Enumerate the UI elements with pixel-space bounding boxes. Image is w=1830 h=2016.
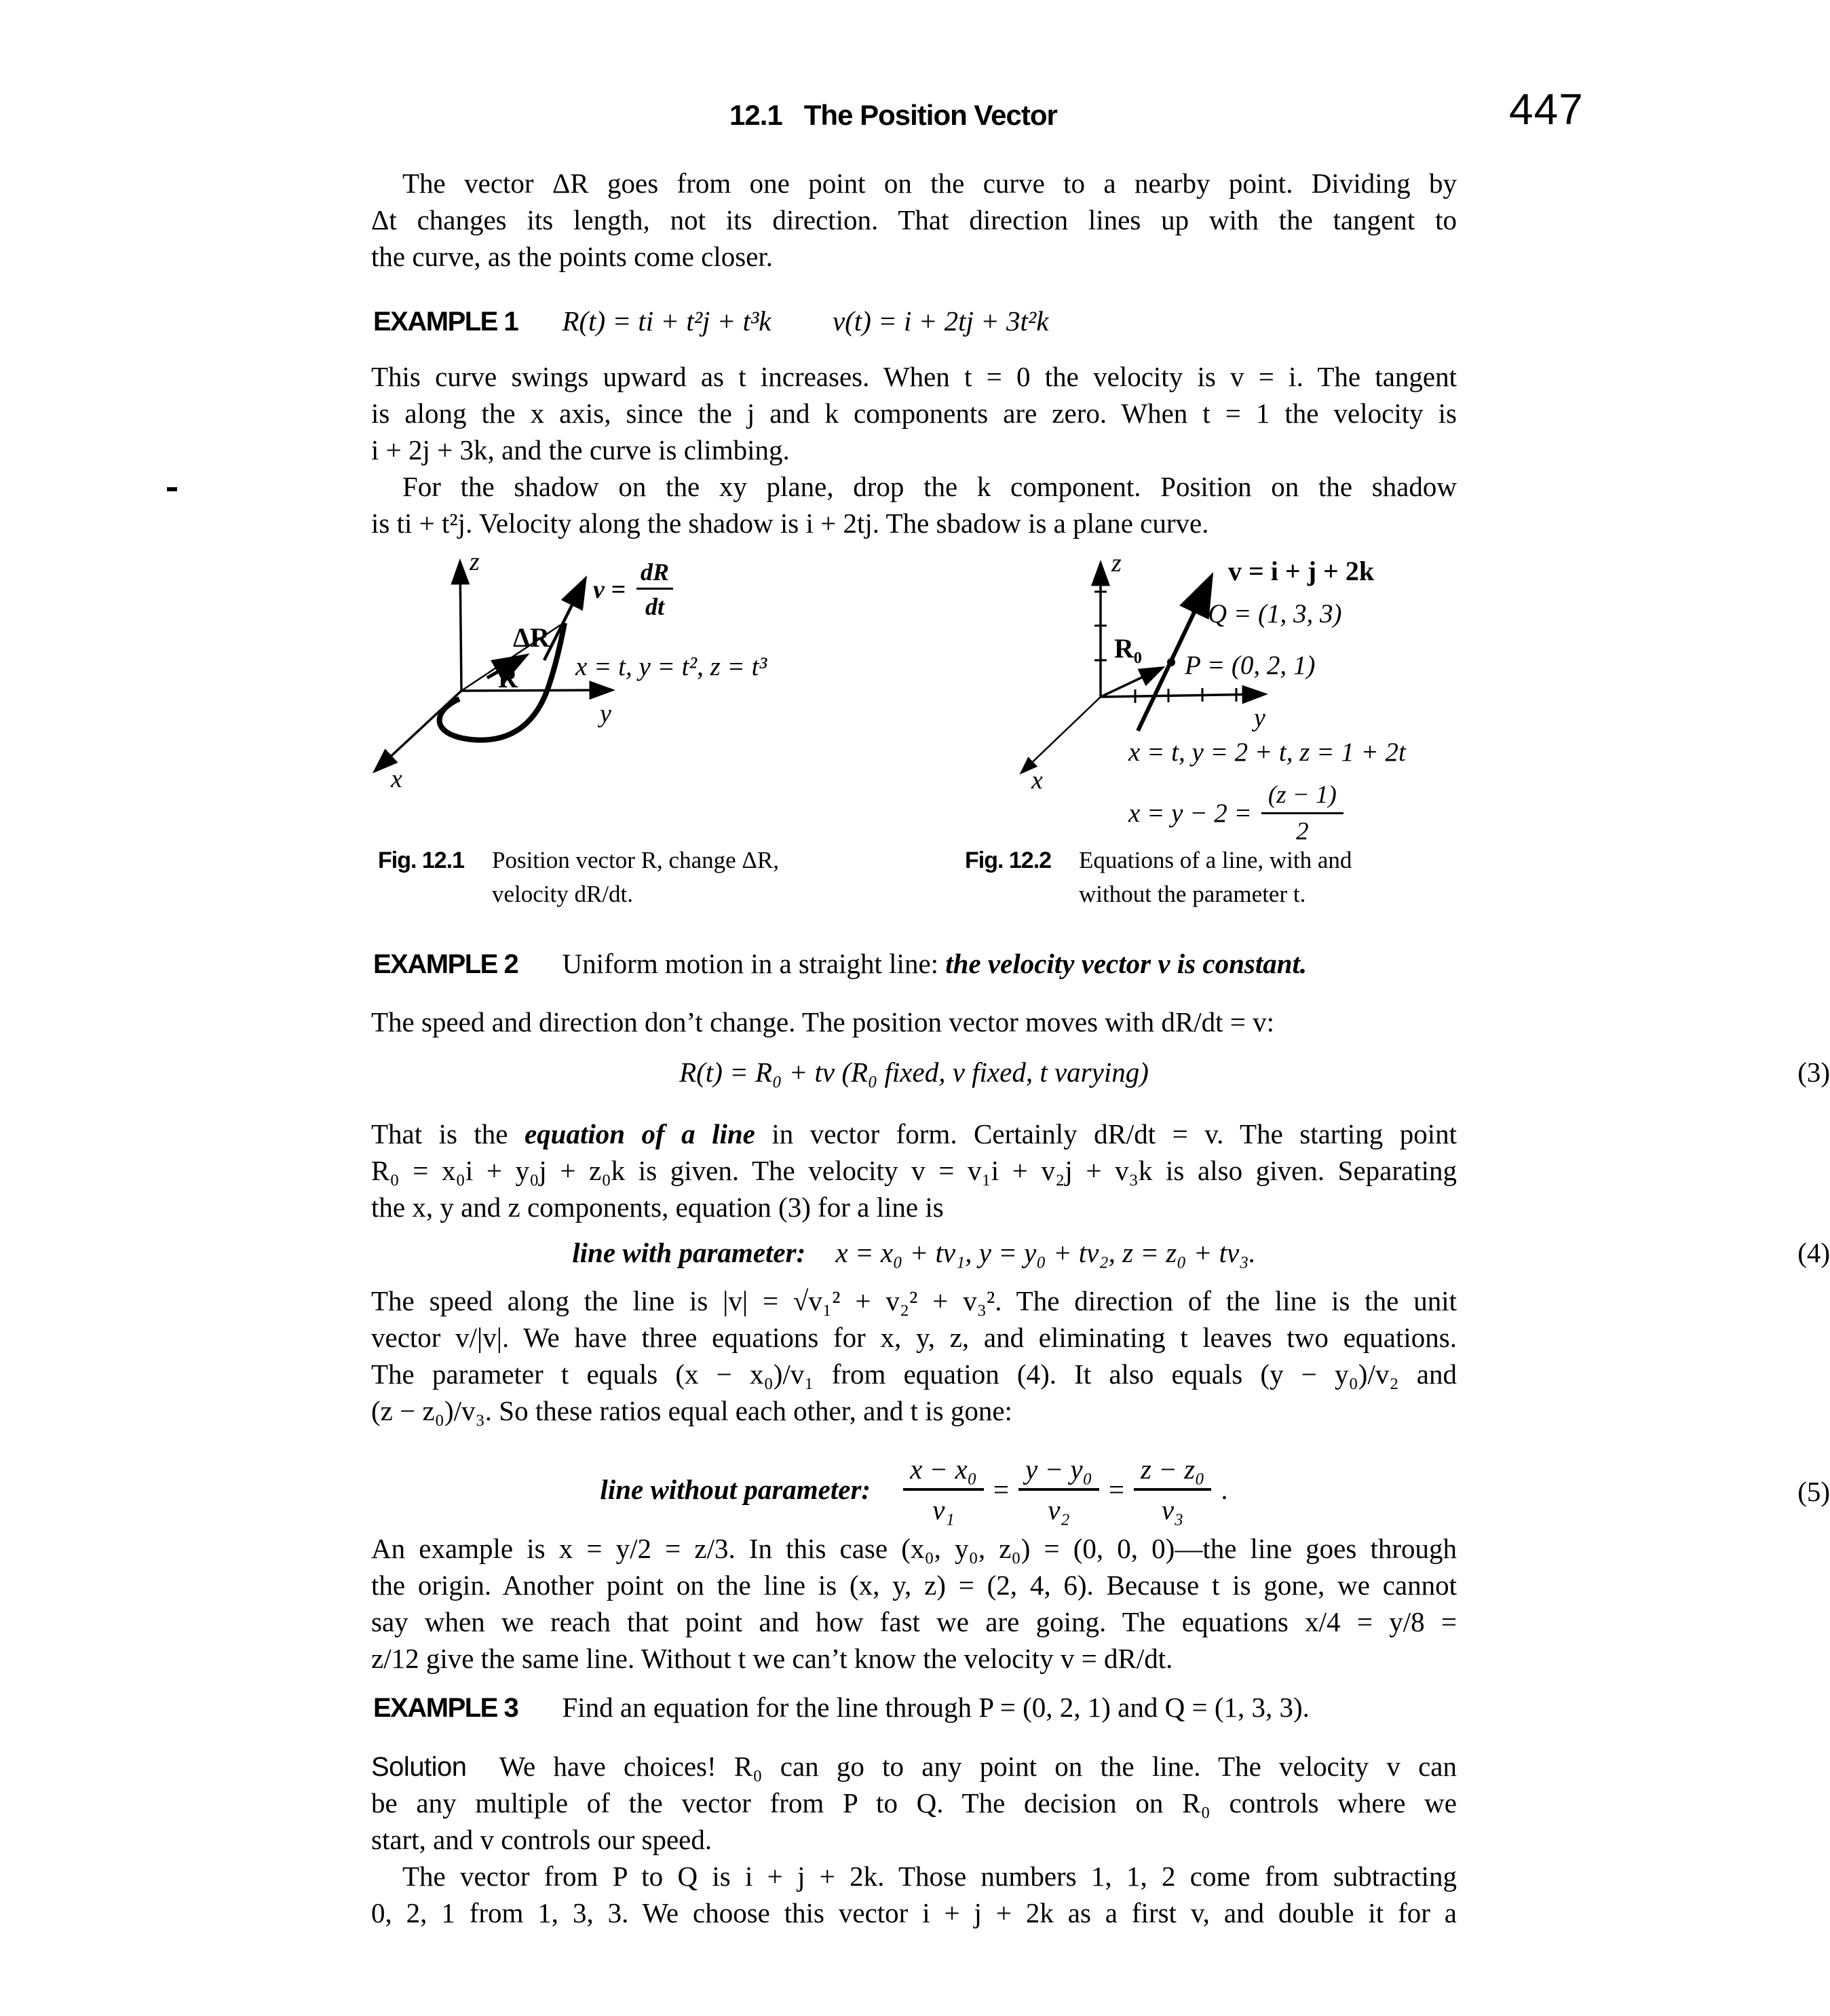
example1-label: EXAMPLE 1 bbox=[373, 307, 518, 337]
equation-3-body: R(t) = R₀ + tv (R₀ fixed, v fixed, t varying) bbox=[679, 1057, 1149, 1088]
example-line-paragraph bbox=[371, 1530, 1457, 1677]
fraction-denominator: v₂ bbox=[1048, 1494, 1070, 1525]
figure-12-2 bbox=[1004, 536, 1479, 855]
paragraph-line bbox=[371, 1116, 1457, 1152]
line-part: in vector form. Certainly dR/dt = v. The starting point bbox=[755, 1118, 1457, 1149]
paragraph-line: the x, y and z components, equation (3) for a line is bbox=[371, 1192, 944, 1223]
paragraph-line: R₀ = x₀i + y₀j + z₀k is given. The velocity v = v₁i + v₂j + v₃k is also given. Separating bbox=[371, 1155, 1457, 1186]
dr-dt-fraction bbox=[636, 558, 673, 621]
paragraph-line: The vector ΔR goes from one point on the curve to a nearby point. Dividing by bbox=[402, 168, 1457, 199]
caption-line: Position vector R, change ΔR, bbox=[492, 847, 780, 873]
x-axis-label: x bbox=[391, 765, 402, 793]
symmetric-equation-left: x = y − 2 = bbox=[1128, 799, 1252, 828]
line-part: We have choices! R₀ can go to any point on the line. The velocity v can bbox=[499, 1751, 1457, 1782]
caption-text bbox=[492, 843, 779, 911]
example2-text: Uniform motion in a straight line: bbox=[562, 948, 946, 979]
y-axis bbox=[461, 690, 611, 691]
fraction-numerator: z − z₀ bbox=[1134, 1453, 1211, 1491]
speed-paragraph bbox=[371, 1282, 1457, 1429]
example2-label: EXAMPLE 2 bbox=[373, 949, 518, 979]
z-axis-label: z bbox=[1111, 549, 1122, 577]
intro-paragraph bbox=[371, 165, 1457, 275]
y-fraction bbox=[1018, 1453, 1099, 1526]
after-eq3-paragraph bbox=[371, 1116, 1457, 1225]
example3-label: EXAMPLE 3 bbox=[373, 1693, 518, 1723]
equals-sign: = bbox=[993, 1474, 1010, 1505]
paragraph-line: the origin. Another point on the line is (x, y, z) = (2, 4, 6). Because t is gone, we cannot bbox=[371, 1570, 1457, 1601]
equation-5-label: line without parameter: bbox=[600, 1474, 871, 1505]
equation-4-label: line with parameter: bbox=[572, 1237, 806, 1268]
caption-line: without the parameter t. bbox=[1079, 881, 1306, 907]
period: . bbox=[1221, 1474, 1228, 1505]
figure-12-2-caption bbox=[965, 843, 1426, 911]
z-fraction bbox=[1134, 1453, 1211, 1526]
z-axis-label: z bbox=[470, 548, 480, 576]
example1-position-equation: R(t) = ti + t²j + t³k bbox=[562, 305, 771, 337]
paragraph-line: say when we reach that point and how fast we are going. The equations x/4 = y/8 = bbox=[371, 1606, 1457, 1637]
caption-line: velocity dR/dt. bbox=[492, 881, 634, 907]
paragraph-line: is along the x axis, since the j and k components are zero. When t = 1 the velocity is bbox=[371, 398, 1457, 429]
point-q-label: Q = (1, 3, 3) bbox=[1208, 599, 1342, 628]
fraction-numerator: (z − 1) bbox=[1261, 780, 1343, 814]
equation-3 bbox=[371, 1056, 1830, 1088]
fraction-numerator: dR bbox=[636, 558, 673, 590]
section-header bbox=[729, 99, 1057, 132]
line-parametric-equation: x = t, y = 2 + t, z = 1 + 2t bbox=[1128, 738, 1406, 767]
page-number: 447 bbox=[1509, 85, 1584, 134]
paragraph-line: The speed along the line is |v| = √v₁² + v₂² + v₃². The direction of the line is the unit bbox=[371, 1285, 1457, 1316]
paragraph-line: The vector from P to Q is i + j + 2k. Those numbers 1, 1, 2 come from subtracting bbox=[402, 1861, 1457, 1892]
solution-paragraph bbox=[371, 1748, 1457, 1858]
x-axis-label: x bbox=[1031, 766, 1043, 795]
line-symmetric-equation bbox=[1128, 780, 1353, 846]
scan-artifact bbox=[167, 487, 177, 491]
paragraph-line bbox=[371, 1748, 1457, 1785]
final-paragraph bbox=[371, 1858, 1457, 1931]
section-number: 12.1 bbox=[729, 99, 782, 131]
paragraph-line: For the shadow on the xy plane, drop the k component. Position on the shadow bbox=[402, 471, 1457, 502]
equation-5-number: (5) bbox=[1797, 1476, 1830, 1507]
delta-r-label: ΔR bbox=[513, 622, 550, 653]
x-fraction bbox=[903, 1453, 984, 1526]
paragraph-line: 0, 2, 1 from 1, 3, 3. We choose this vector i + j + 2k as a first v, and double it for a bbox=[371, 1897, 1457, 1928]
paragraph-line: (z − z₀)/v₃. So these ratios equal each other, and t is gone: bbox=[371, 1395, 1012, 1426]
y-axis-label: y bbox=[1254, 704, 1265, 732]
r0-label: R₀ bbox=[1114, 633, 1142, 664]
example2-heading bbox=[373, 947, 1459, 980]
paragraph-line: Δt changes its length, not its direction. That direction lines up with the tangent to bbox=[371, 204, 1457, 235]
paragraph-line: An example is x = y/2 = z/3. In this case (x₀, y₀, z₀) = (0, 0, 0)—the line goes through bbox=[371, 1533, 1457, 1564]
point-q-dot bbox=[1191, 605, 1199, 613]
equals-sign: = bbox=[1108, 1474, 1124, 1505]
paragraph-line: i + 2j + 3k, and the curve is climbing. bbox=[371, 434, 790, 465]
v-equals: v = bbox=[593, 575, 626, 604]
equation-4-number: (4) bbox=[1797, 1237, 1830, 1268]
example3-heading bbox=[373, 1691, 1459, 1724]
paragraph-line: is ti + t²j. Velocity along the shadow is i + 2tj. The sbadow is a plane curve. bbox=[371, 508, 1209, 539]
point-p-label: P = (0, 2, 1) bbox=[1185, 651, 1316, 680]
shadow-paragraph bbox=[371, 468, 1457, 541]
equation-5 bbox=[371, 1445, 1830, 1534]
example3-text: Find an equation for the line through P = (0, 2, 1) and Q = (1, 3, 3). bbox=[562, 1692, 1310, 1723]
caption-text bbox=[1079, 843, 1352, 911]
fraction-denominator: dt bbox=[645, 593, 665, 620]
paragraph-line: the curve, as the points come closer. bbox=[371, 241, 774, 272]
line-part: That is the bbox=[371, 1118, 525, 1149]
fraction-numerator: y − y₀ bbox=[1018, 1453, 1099, 1491]
paragraph-line: z/12 give the same line. Without t we can’t know the velocity v = dR/dt. bbox=[371, 1643, 1173, 1674]
velocity-derivative-label bbox=[593, 558, 673, 621]
equation-4 bbox=[371, 1236, 1830, 1269]
fraction-denominator: 2 bbox=[1296, 818, 1309, 845]
caption-label: Fig. 12.2 bbox=[965, 848, 1052, 873]
example2-intro-paragraph bbox=[371, 1004, 1457, 1040]
velocity-arrow bbox=[544, 581, 584, 660]
solution-label: Solution bbox=[371, 1752, 467, 1782]
y-axis bbox=[1101, 694, 1263, 697]
point-p-dot bbox=[1167, 658, 1175, 666]
paragraph-line: vector v/|v|. We have three equations for x, y, z, and eliminating t leaves two equations. bbox=[371, 1322, 1457, 1353]
figure-12-1 bbox=[353, 536, 821, 828]
paragraph-line: The speed and direction don’t change. The position vector moves with dR/dt = v: bbox=[371, 1006, 1275, 1038]
caption-line: Equations of a line, with and bbox=[1079, 847, 1352, 873]
z-fraction bbox=[1261, 780, 1343, 846]
figure-12-1-caption bbox=[378, 843, 812, 911]
x-axis bbox=[1022, 697, 1101, 772]
paragraph-line: This curve swings upward as t increases. When t = 0 the velocity is v = i. The tangent bbox=[371, 361, 1457, 392]
caption-label: Fig. 12.1 bbox=[378, 848, 465, 873]
equation-4-body: x = x₀ + tv₁, y = y₀ + tv₂, z = z₀ + tv₃. bbox=[835, 1237, 1256, 1268]
equation-3-number: (3) bbox=[1797, 1057, 1830, 1088]
curve-parametric-equation: x = t, y = t², z = t³ bbox=[575, 652, 767, 681]
example1-velocity-equation: v(t) = i + 2tj + 3t²k bbox=[832, 305, 1049, 337]
fraction-denominator: v₁ bbox=[932, 1494, 955, 1525]
velocity-equation-label: v = i + j + 2k bbox=[1228, 556, 1375, 586]
fraction-numerator: x − x₀ bbox=[903, 1453, 984, 1491]
r0-vector-arrow bbox=[1101, 668, 1161, 697]
example1-heading bbox=[373, 305, 1459, 337]
position-vector-label: R bbox=[498, 663, 518, 693]
example2-emphasis: the velocity vector v is constant. bbox=[945, 948, 1308, 979]
section-title: The Position Vector bbox=[803, 99, 1057, 131]
paragraph-line: be any multiple of the vector from P to Q. The decision on R₀ controls where we bbox=[371, 1787, 1457, 1819]
y-axis-label: y bbox=[600, 700, 611, 728]
paragraph-line: start, and v controls our speed. bbox=[371, 1824, 712, 1855]
paragraph-line: The parameter t equals (x − x₀)/v₁ from equation (4). It also equals (y − y₀)/v₂ and bbox=[371, 1358, 1457, 1390]
fraction-denominator: v₃ bbox=[1161, 1494, 1184, 1525]
line-part-emphasis: equation of a line bbox=[524, 1118, 755, 1149]
example1-paragraph bbox=[371, 358, 1457, 468]
z-axis bbox=[460, 563, 461, 691]
figure-12-1-drawing bbox=[353, 536, 821, 828]
